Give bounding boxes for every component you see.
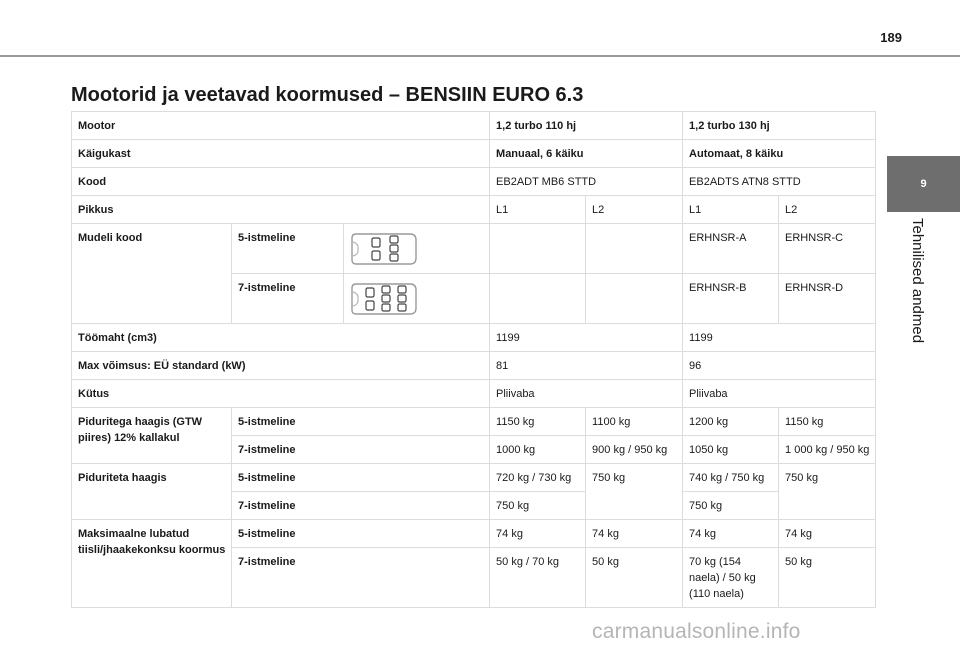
- seat-label: 5-istmeline: [232, 520, 490, 548]
- row-label: Käigukast: [72, 140, 490, 168]
- row-label: Piduritega haagis (GTW piires) 12% kallakul: [72, 408, 232, 464]
- table-cell: ERHNSR-D: [779, 274, 876, 324]
- seat-label: 5-istmeline: [232, 408, 490, 436]
- chapter-tab[interactable]: 9: [887, 156, 960, 212]
- table-cell: 81: [490, 352, 683, 380]
- engine-spec-table: [71, 111, 876, 608]
- row-label: Maksimaalne lubatud tiisli/jhaakekonksu koormus: [72, 520, 232, 608]
- chapter-title-text: Tehnilised andmed: [909, 218, 926, 344]
- table-cell: 720 kg / 730 kg: [490, 464, 586, 492]
- table-cell: Automaat, 8 käiku: [683, 140, 876, 168]
- table-cell: [586, 224, 683, 274]
- page-number: 189: [880, 30, 902, 45]
- seat-label: 7-istmeline: [232, 436, 490, 464]
- table-row: [72, 168, 876, 196]
- van-5-seat-icon: [350, 230, 420, 268]
- table-cell: 1000 kg: [490, 436, 586, 464]
- table-cell: EB2ADTS ATN8 STTD: [683, 168, 876, 196]
- table-cell: Pliivaba: [490, 380, 683, 408]
- row-label: Pikkus: [72, 196, 490, 224]
- table-cell: L1: [683, 196, 779, 224]
- row-label: Mudeli kood: [72, 224, 232, 324]
- table-cell: 1150 kg: [490, 408, 586, 436]
- table-cell: 74 kg: [586, 520, 683, 548]
- table-cell: 750 kg: [683, 492, 779, 520]
- table-row: [72, 464, 876, 492]
- table-cell: L1: [490, 196, 586, 224]
- table-cell: ERHNSR-C: [779, 224, 876, 274]
- table-cell: 1200 kg: [683, 408, 779, 436]
- table-cell: 1100 kg: [586, 408, 683, 436]
- watermark: carmanualsonline.info: [592, 620, 801, 643]
- chapter-title: [876, 218, 926, 358]
- table-cell: ERHNSR-A: [683, 224, 779, 274]
- table-cell: 96: [683, 352, 876, 380]
- table-cell: EB2ADT MB6 STTD: [490, 168, 683, 196]
- table-cell: [586, 274, 683, 324]
- row-label: Mootor: [72, 112, 490, 140]
- table-cell: 1050 kg: [683, 436, 779, 464]
- row-label: Kood: [72, 168, 490, 196]
- table-row: [72, 380, 876, 408]
- table-cell: 1199: [490, 324, 683, 352]
- seat-layout-cell: [344, 224, 490, 274]
- table-cell: 1,2 turbo 130 hj: [683, 112, 876, 140]
- row-label: Kütus: [72, 380, 490, 408]
- table-cell: 50 kg / 70 kg: [490, 548, 586, 608]
- table-cell: 74 kg: [490, 520, 586, 548]
- van-7-seat-icon: [350, 280, 420, 318]
- table-cell: 1,2 turbo 110 hj: [490, 112, 683, 140]
- page-title: Mootorid ja veetavad koormused – BENSIIN EURO 6.3: [71, 84, 584, 106]
- table-cell: 50 kg: [779, 548, 876, 608]
- seat-label: 7-istmeline: [232, 492, 490, 520]
- table-row: [72, 520, 876, 548]
- table-cell: 900 kg / 950 kg: [586, 436, 683, 464]
- table-row: [72, 324, 876, 352]
- table-cell: 74 kg: [779, 520, 876, 548]
- table-cell: Manuaal, 6 käiku: [490, 140, 683, 168]
- table-cell: 50 kg: [586, 548, 683, 608]
- table-cell: 1199: [683, 324, 876, 352]
- seat-label: 7-istmeline: [232, 548, 490, 608]
- table-row: [72, 196, 876, 224]
- table-row: [72, 140, 876, 168]
- table-cell: 750 kg: [586, 464, 683, 520]
- seat-label: 5-istmeline: [232, 224, 344, 274]
- row-label: Töömaht (cm3): [72, 324, 490, 352]
- row-label: Max võimsus: EÜ standard (kW): [72, 352, 490, 380]
- table-cell: 74 kg: [683, 520, 779, 548]
- table-row: [72, 112, 876, 140]
- table-cell: 70 kg (154 naela) / 50 kg (110 naela): [683, 548, 779, 608]
- table-cell: 1 000 kg / 950 kg: [779, 436, 876, 464]
- table-cell: Pliivaba: [683, 380, 876, 408]
- row-label: Piduriteta haagis: [72, 464, 232, 520]
- table-row: [72, 224, 876, 274]
- table-cell: 750 kg: [490, 492, 586, 520]
- table-cell: ERHNSR-B: [683, 274, 779, 324]
- table-cell: [490, 274, 586, 324]
- table-cell: [490, 224, 586, 274]
- seat-label: 5-istmeline: [232, 464, 490, 492]
- table-cell: 750 kg: [779, 464, 876, 520]
- table-cell: L2: [586, 196, 683, 224]
- table-row: [72, 352, 876, 380]
- table-cell: 1150 kg: [779, 408, 876, 436]
- header-divider: [0, 55, 960, 57]
- table-cell: 740 kg / 750 kg: [683, 464, 779, 492]
- seat-label: 7-istmeline: [232, 274, 344, 324]
- seat-layout-cell: [344, 274, 490, 324]
- table-row: [72, 408, 876, 436]
- table-cell: L2: [779, 196, 876, 224]
